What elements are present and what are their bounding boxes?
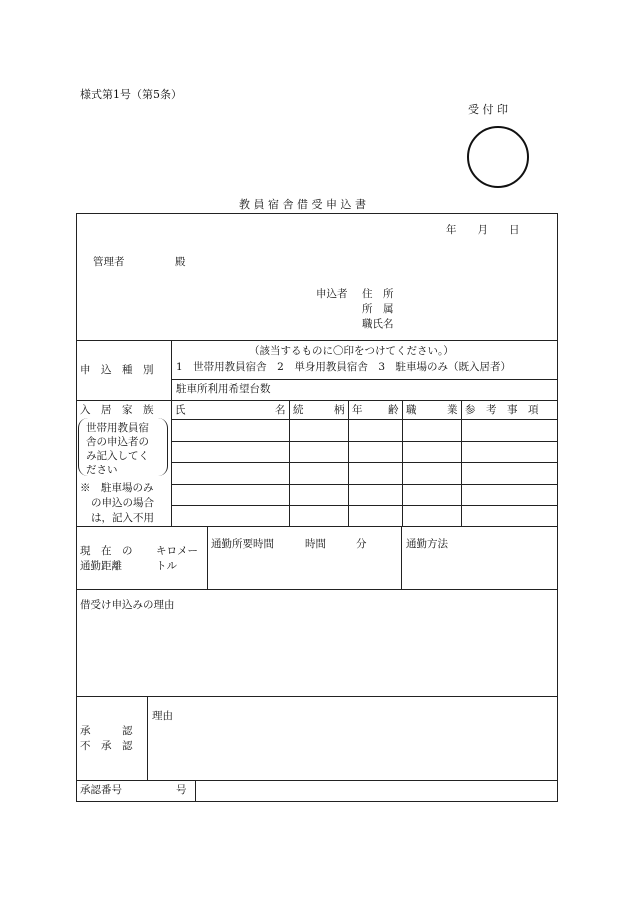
approval-number-label: 承認番号 bbox=[80, 784, 122, 796]
approve-label[interactable]: 承 認 bbox=[80, 725, 133, 737]
family-remark-line: は，記入不用 bbox=[91, 512, 154, 524]
disapprove-label[interactable]: 不 承 認 bbox=[80, 740, 133, 752]
family-remarks-cells[interactable] bbox=[462, 419, 556, 525]
form-title: 教 員 宿 舎 借 受 申 込 書 bbox=[239, 198, 366, 211]
family-instruction-line: ださい bbox=[86, 464, 118, 476]
family-instruction-line: 舎の申込者の bbox=[86, 436, 149, 448]
commute-distance-label-1: 現 在 の bbox=[80, 545, 133, 557]
approval-number-suffix: 号 bbox=[176, 784, 187, 796]
reason-label: 借受け申込みの理由 bbox=[80, 599, 175, 611]
divider-reason bbox=[76, 589, 557, 590]
approval-reason-label: 理由 bbox=[152, 710, 173, 722]
family-remark bbox=[80, 481, 154, 526]
divider-applicant bbox=[76, 340, 557, 341]
receipt-stamp-circle bbox=[467, 126, 529, 188]
commute-minutes-unit: 分 bbox=[356, 538, 367, 550]
divider-family bbox=[76, 400, 557, 401]
commute-km-unit-1: キロメー bbox=[156, 545, 198, 557]
application-type-note: （該当するものに〇印をつけてください。） bbox=[249, 345, 454, 357]
column-header-name-a: 氏 bbox=[175, 404, 186, 416]
approval-number-line bbox=[195, 781, 196, 801]
divider-approval bbox=[76, 696, 557, 697]
column-header-remarks: 参 考 事 項 bbox=[465, 404, 539, 416]
applicant-address-label: 住 所 bbox=[362, 288, 394, 300]
column-header-relation-a: 続 bbox=[293, 404, 304, 416]
family-name-cells[interactable] bbox=[172, 419, 289, 525]
divider-commute bbox=[76, 526, 557, 527]
column-header-age-a: 年 bbox=[352, 404, 363, 416]
family-instruction-line: 世帯用教員宿 bbox=[86, 422, 149, 434]
approval-line bbox=[147, 697, 148, 780]
parking-count-label: 駐車所利用希望台数 bbox=[176, 383, 271, 395]
family-relation-cells[interactable] bbox=[290, 419, 348, 525]
applicant-label: 申込者 bbox=[316, 288, 348, 300]
applicant-name-label: 職氏名 bbox=[362, 318, 394, 330]
commute-hours-unit: 時間 bbox=[305, 538, 326, 550]
receipt-stamp-label: 受 付 印 bbox=[468, 103, 508, 116]
column-header-job-b: 業 bbox=[447, 404, 458, 416]
column-header-relation-b: 柄 bbox=[334, 404, 345, 416]
commute-method-label: 通勤方法 bbox=[406, 538, 448, 550]
family-remark-line: の申込の場合 bbox=[91, 497, 154, 509]
commute-line-method bbox=[401, 527, 402, 589]
commute-km-unit-2: トル bbox=[156, 560, 177, 572]
application-type-label: 申 込 種 別 bbox=[80, 364, 154, 376]
column-header-job-a: 職 bbox=[406, 404, 417, 416]
applicant-affiliation-label: 所 属 bbox=[362, 303, 394, 315]
commute-time-label: 通勤所要時間 bbox=[211, 538, 274, 550]
addressee-label: 管理者 bbox=[93, 256, 125, 268]
divider-approval-number bbox=[76, 780, 557, 781]
column-header-name-b: 名 bbox=[275, 404, 286, 416]
family-label: 入 居 家 族 bbox=[80, 404, 154, 416]
column-header-age-b: 齢 bbox=[388, 404, 399, 416]
family-instruction bbox=[86, 421, 149, 477]
family-job-cells[interactable] bbox=[403, 419, 461, 525]
date-line[interactable]: 年 月 日 bbox=[446, 224, 520, 236]
family-remark-line: ※ 駐車場のみ bbox=[80, 482, 154, 494]
commute-line-distance bbox=[207, 527, 208, 589]
divider-parking bbox=[171, 379, 557, 380]
family-instruction-line: み記入してく bbox=[86, 450, 149, 462]
commute-distance-label-2: 通勤距離 bbox=[80, 560, 122, 572]
family-age-cells[interactable] bbox=[349, 419, 402, 525]
application-type-options[interactable]: 1 世帯用教員宿舎 2 単身用教員宿舎 3 駐車場のみ（既入居者） bbox=[176, 361, 512, 373]
addressee-honorific: 殿 bbox=[175, 256, 186, 268]
form-number: 様式第1号（第5条） bbox=[80, 88, 182, 101]
